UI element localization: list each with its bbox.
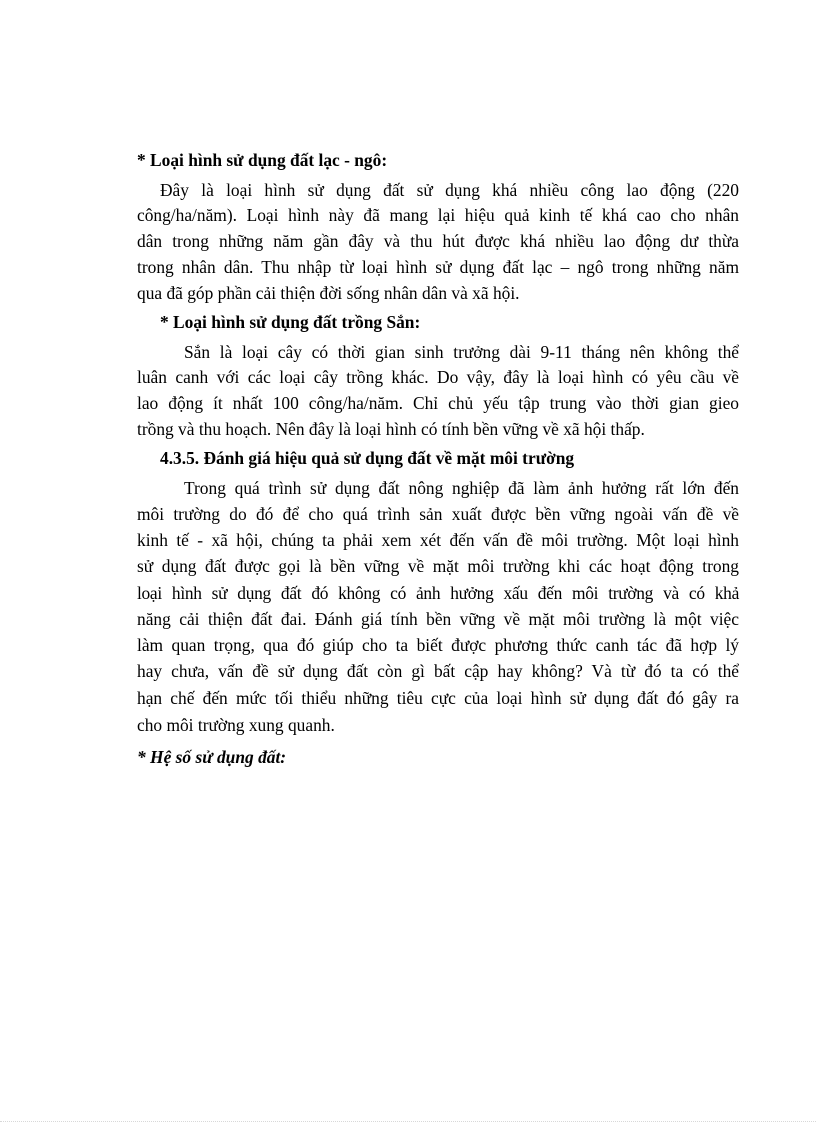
paragraph-lac-ngo-line-2: công/ha/năm). Loại hình này đã mang lại hiệu quả kinh tế khá cao cho nhân xyxy=(137,205,739,225)
page-bottom-rule xyxy=(0,1121,816,1122)
paragraph-moi-truong-line-6: năng cải thiện đất đai. Đánh giá tính bền vững về mặt môi trường là một việc xyxy=(137,609,739,629)
paragraph-moi-truong-line-5: loại hình sử dụng đất đó không có ảnh hưởng xấu đến môi trường và có khả xyxy=(137,583,739,603)
paragraph-san-line-1: Sắn là loại cây có thời gian sinh trưởng dài 9-11 tháng nên không thể xyxy=(184,342,739,362)
paragraph-moi-truong-line-8: hay chưa, vấn đề sử dụng đất còn gì bất cập hay không? Và từ đó ta có thể xyxy=(137,661,739,681)
heading-4-3-5: 4.3.5. Đánh giá hiệu quả sử dụng đất về mặt môi trường xyxy=(160,448,575,468)
paragraph-moi-truong-line-10: cho môi trường xung quanh. xyxy=(137,715,335,735)
paragraph-lac-ngo-line-3: dân trong những năm gần đây và thu hút được khá nhiều lao động dư thừa xyxy=(137,231,739,251)
paragraph-san-line-4: trồng và thu hoạch. Nên đây là loại hình có tính bền vững về xã hội thấp. xyxy=(137,419,645,439)
paragraph-moi-truong-line-4: sử dụng đất được gọi là bền vững về mặt môi trường khi các hoạt động trong xyxy=(137,556,739,576)
paragraph-moi-truong-line-9: hạn chế đến mức tối thiểu những tiêu cực của loại hình sử dụng đất đó gây ra xyxy=(137,688,739,708)
paragraph-moi-truong-line-2: môi trường do đó để cho quá trình sản xuất được bền vững ngoài vấn đề về xyxy=(137,504,739,524)
paragraph-lac-ngo-line-4: trong nhân dân. Thu nhập từ loại hình sử dụng đất lạc – ngô trong những năm xyxy=(137,257,739,277)
paragraph-lac-ngo-line-5: qua đã góp phần cải thiện đời sống nhân dân và xã hội. xyxy=(137,283,520,303)
paragraph-moi-truong-line-7: làm quan trọng, qua đó giúp cho ta biết được phương thức canh tác đã hợp lý xyxy=(137,635,739,655)
heading-lac-ngo: * Loại hình sử dụng đất lạc - ngô: xyxy=(137,150,388,170)
paragraph-lac-ngo-line-1: Đây là loại hình sử dụng đất sử dụng khá nhiều công lao động (220 xyxy=(160,180,739,200)
paragraph-moi-truong-line-3: kinh tế - xã hội, chúng ta phải xem xét đến vấn đề môi trường. Một loại hình xyxy=(137,530,739,550)
paragraph-san-line-3: lao động ít nhất 100 công/ha/năm. Chỉ chủ yếu tập trung vào thời gian gieo xyxy=(137,393,739,413)
heading-he-so-su-dung-dat: * Hệ số sử dụng đất: xyxy=(137,747,287,767)
paragraph-moi-truong-line-1: Trong quá trình sử dụng đất nông nghiệp đã làm ảnh hưởng rất lớn đến xyxy=(184,478,739,498)
paragraph-san-line-2: luân canh với các loại cây trồng khác. Do vậy, đây là loại hình có yêu cầu về xyxy=(137,367,739,387)
heading-san: * Loại hình sử dụng đất trồng Sắn: xyxy=(160,312,421,332)
